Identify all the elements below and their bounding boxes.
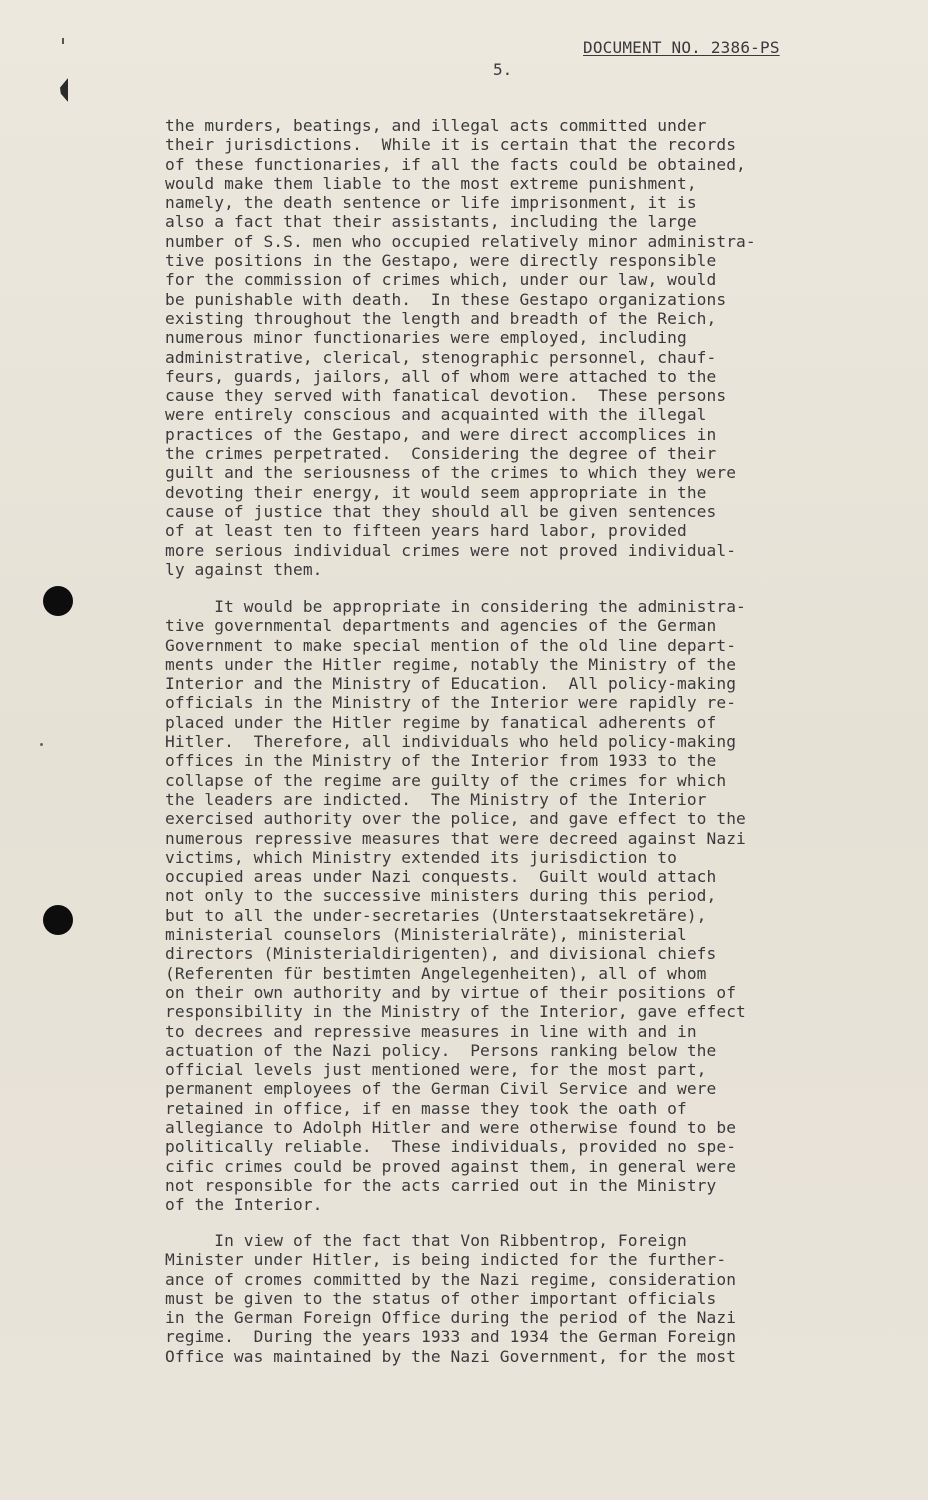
text-line: also a fact that their assistants, including the large bbox=[165, 212, 697, 232]
text-line: cific crimes could be proved against them, in general were bbox=[165, 1156, 737, 1176]
text-line: official levels just mentioned were, for the most part, bbox=[165, 1060, 707, 1080]
text-line: more serious individual crimes were not proved individual- bbox=[165, 540, 737, 560]
text-line: ance of cromes committed by the Nazi regime, consideration bbox=[165, 1269, 737, 1289]
text-line: victims, which Ministry extended its jurisdiction to bbox=[165, 847, 677, 867]
text-line: permanent employees of the German Civil Service and were bbox=[165, 1079, 717, 1099]
text-line: to decrees and repressive measures in line with and in bbox=[165, 1021, 697, 1041]
text-line: Government to make special mention of the old line depart- bbox=[165, 635, 737, 655]
margin-mark bbox=[60, 78, 68, 102]
text-line: the crimes perpetrated. Considering the degree of their bbox=[165, 444, 717, 464]
text-line: not responsible for the acts carried out in the Ministry bbox=[165, 1175, 717, 1195]
text-line: feurs, guards, jailors, all of whom were attached to the bbox=[165, 366, 717, 386]
text-line: It would be appropriate in considering the administra- bbox=[165, 597, 746, 616]
text-line: tive governmental departments and agencies of the German bbox=[165, 616, 717, 636]
text-line: retained in office, if en masse they took the oath of bbox=[165, 1098, 687, 1118]
text-line: numerous repressive measures that were decreed against Nazi bbox=[165, 828, 746, 848]
text-line: the leaders are indicted. The Ministry of the Interior bbox=[165, 789, 707, 809]
paragraph-2 bbox=[165, 597, 865, 1215]
text-line: allegiance to Adolph Hitler and were otherwise found to be bbox=[165, 1118, 737, 1138]
text-line: must be given to the status of other important officials bbox=[165, 1288, 717, 1308]
text-line: Minister under Hitler, is being indicted for the further- bbox=[165, 1250, 727, 1270]
text-line: would make them liable to the most extreme punishment, bbox=[165, 173, 697, 193]
paragraph-1 bbox=[165, 116, 865, 579]
text-line: officials in the Ministry of the Interior were rapidly re- bbox=[165, 693, 737, 713]
paragraph-3 bbox=[165, 1231, 865, 1366]
text-line: number of S.S. men who occupied relatively minor administra- bbox=[165, 231, 756, 251]
text-line: guilt and the seriousness of the crimes to which they were bbox=[165, 463, 737, 483]
text-line: Interior and the Ministry of Education. All policy-making bbox=[165, 674, 737, 694]
text-line: tive positions in the Gestapo, were directly responsible bbox=[165, 251, 717, 271]
text-line: of the Interior. bbox=[165, 1195, 323, 1215]
page-number: 5. bbox=[493, 60, 513, 79]
text-line: their jurisdictions. While it is certain that the records bbox=[165, 135, 737, 155]
text-line: Hitler. Therefore, all individuals who held policy-making bbox=[165, 732, 737, 752]
text-line: but to all the under-secretaries (Unterstaatsekretäre), bbox=[165, 905, 707, 925]
text-line: administrative, clerical, stenographic personnel, chauf- bbox=[165, 347, 717, 367]
margin-mark bbox=[40, 743, 43, 746]
text-line: of these functionaries, if all the facts could be obtained, bbox=[165, 154, 746, 174]
text-line: cause they served with fanatical devotion. These persons bbox=[165, 386, 727, 406]
punch-hole bbox=[43, 905, 73, 935]
text-line: directors (Ministerialdirigenten), and divisional chiefs bbox=[165, 944, 717, 964]
text-line: offices in the Ministry of the Interior from 1933 to the bbox=[165, 751, 717, 771]
text-line: practices of the Gestapo, and were direct accomplices in bbox=[165, 424, 717, 444]
text-line: on their own authority and by virtue of their positions of bbox=[165, 982, 737, 1002]
text-line: occupied areas under Nazi conquests. Guilt would attach bbox=[165, 867, 717, 887]
text-line: not only to the successive ministers during this period, bbox=[165, 886, 717, 906]
text-line: the murders, beatings, and illegal acts committed under bbox=[165, 116, 707, 135]
text-line: ministerial counselors (Ministerialräte), ministerial bbox=[165, 925, 687, 945]
text-line: ments under the Hitler regime, notably the Ministry of the bbox=[165, 654, 737, 674]
text-line: In view of the fact that Von Ribbentrop, Foreign bbox=[165, 1231, 687, 1250]
text-line: devoting their energy, it would seem appropriate in the bbox=[165, 482, 707, 502]
document-number: DOCUMENT NO. 2386-PS bbox=[583, 38, 780, 57]
text-line: of at least ten to fifteen years hard labor, provided bbox=[165, 521, 687, 541]
text-line: regime. During the years 1933 and 1934 the German Foreign bbox=[165, 1327, 737, 1347]
text-line: namely, the death sentence or life imprisonment, it is bbox=[165, 193, 697, 213]
text-line: exercised authority over the police, and gave effect to the bbox=[165, 809, 746, 829]
text-line: collapse of the regime are guilty of the crimes for which bbox=[165, 770, 727, 790]
text-line: numerous minor functionaries were employed, including bbox=[165, 328, 687, 348]
text-line: Office was maintained by the Nazi Government, for the most bbox=[165, 1346, 737, 1366]
text-line: (Referenten für bestimten Angelegenheiten), all of whom bbox=[165, 963, 707, 983]
text-line: actuation of the Nazi policy. Persons ranking below the bbox=[165, 1040, 717, 1060]
text-line: be punishable with death. In these Gestapo organizations bbox=[165, 289, 727, 309]
text-line: ly against them. bbox=[165, 559, 323, 579]
text-line: in the German Foreign Office during the period of the Nazi bbox=[165, 1308, 737, 1328]
text-line: existing throughout the length and breadth of the Reich, bbox=[165, 308, 717, 328]
text-line: responsibility in the Ministry of the Interior, gave effect bbox=[165, 1002, 746, 1022]
margin-mark bbox=[62, 38, 64, 44]
text-line: for the commission of crimes which, under our law, would bbox=[165, 270, 717, 290]
punch-hole bbox=[43, 586, 73, 616]
text-line: politically reliable. These individuals, provided no spe- bbox=[165, 1137, 737, 1157]
text-line: placed under the Hitler regime by fanatical adherents of bbox=[165, 712, 717, 732]
text-line: cause of justice that they should all be given sentences bbox=[165, 501, 717, 521]
text-line: were entirely conscious and acquainted with the illegal bbox=[165, 405, 707, 425]
